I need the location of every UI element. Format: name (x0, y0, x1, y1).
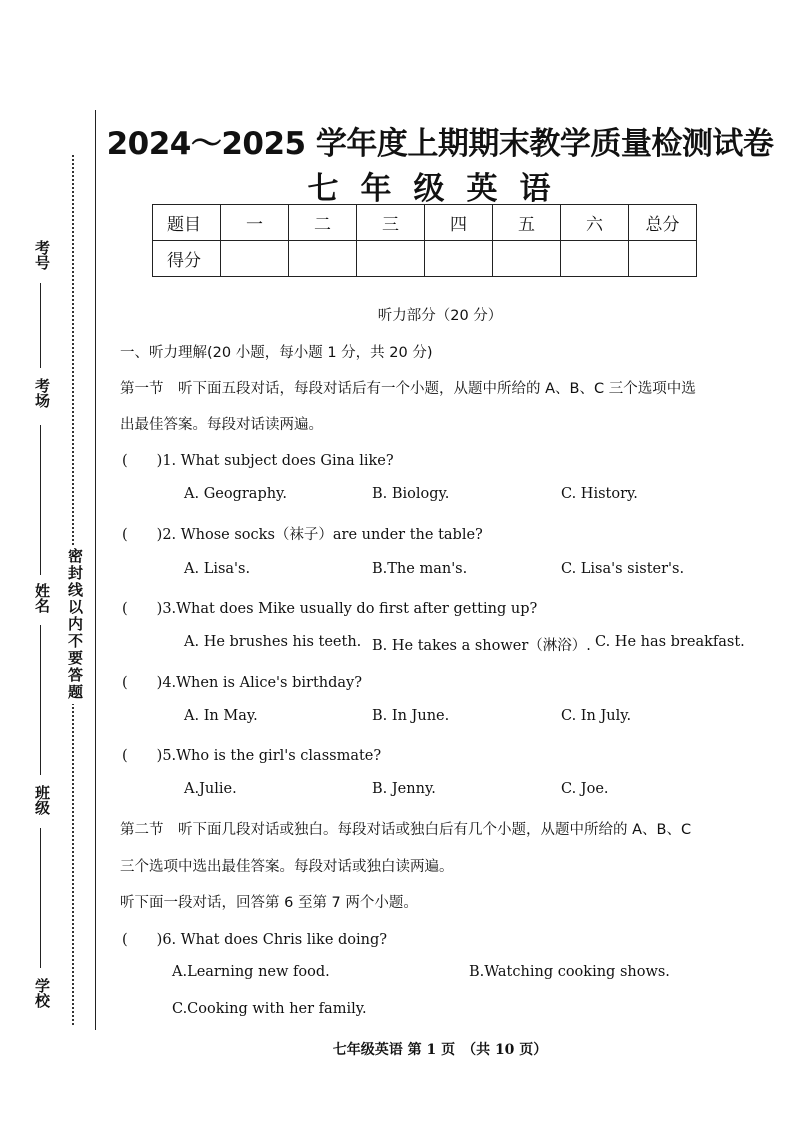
section2-intro: 听下面一段对话，回答第 6 至第 7 两个小题。 (120, 895, 418, 911)
score-row-label: 得分 (153, 241, 221, 277)
margin-rule (95, 110, 96, 1030)
question-1-stem: ( )1. What subject does Gina like? (122, 453, 394, 469)
question-6-option-c: C.Cooking with her family. (172, 1001, 367, 1017)
question-5-stem: ( )5.Who is the girl's classmate? (122, 748, 382, 764)
question-6-option-b: B.Watching cooking shows. (469, 964, 670, 980)
exam-room-label: 考场 (33, 378, 51, 408)
class-line (40, 828, 41, 968)
question-5-option-a: A.Julie. (184, 781, 237, 797)
question-6-option-a: A.Learning new food. (172, 964, 330, 980)
score-table (152, 204, 697, 277)
seal-notice: 密封线以内不要答题 (64, 545, 82, 704)
question-3-option-c: C. He has breakfast. (595, 634, 745, 650)
class-label: 班级 (33, 785, 51, 815)
score-cell[interactable] (357, 241, 425, 277)
question-2-stem: ( )2. Whose socks（袜子）are under the table? (122, 527, 483, 543)
section2-instruction-line2: 三个选项中选出最佳答案。每段对话或独白读两遍。 (120, 859, 454, 875)
page-footer: 七年级英语 第 1 页 （共 10 页） (332, 1042, 548, 1058)
question-5-option-c: C. Joe. (561, 781, 609, 797)
exam-no-line (40, 283, 41, 368)
section1-instruction-line1: 第一节 听下面五段对话，每段对话后有一个小题，从题中所给的 A、B、C 三个选项中选 (120, 381, 696, 397)
score-header-cell: 六 (561, 205, 629, 241)
name-label: 姓名 (33, 583, 51, 613)
score-header-cell: 一 (221, 205, 289, 241)
score-header-cell: 二 (289, 205, 357, 241)
listening-part-title: 听力部分（20 分） (377, 308, 503, 324)
score-cell[interactable] (221, 241, 289, 277)
question-4-option-a: A. In May. (184, 708, 258, 724)
question-4-stem: ( )4.When is Alice's birthday? (122, 675, 363, 691)
question-2-option-a: A. Lisa's. (184, 561, 251, 577)
score-header-cell: 五 (493, 205, 561, 241)
score-cell[interactable] (629, 241, 697, 277)
question-4-option-c: C. In July. (561, 708, 632, 724)
section1-instruction-line2: 出最佳答案。每段对话读两遍。 (120, 417, 323, 433)
score-header-cell: 题目 (153, 205, 221, 241)
school-label: 学校 (33, 978, 51, 1008)
score-table-header-row (153, 205, 697, 241)
question-6-stem: ( )6. What does Chris like doing? (122, 932, 388, 948)
question-2-option-c: C. Lisa's sister's. (561, 561, 685, 577)
question-1-option-c: C. History. (561, 486, 638, 502)
question-3-option-b: B. He takes a shower（淋浴）. (372, 638, 591, 654)
exam-subtitle: 七年级英语 (307, 171, 573, 207)
score-header-cell: 总分 (629, 205, 697, 241)
question-3-stem: ( )3.What does Mike usually do first after getting up? (122, 601, 538, 617)
question-1-option-a: A. Geography. (184, 486, 287, 502)
question-4-option-b: B. In June. (372, 708, 450, 724)
exam-title: 2024～2025 学年度上期期末教学质量检测试卷 (106, 126, 774, 162)
name-line (40, 625, 41, 775)
question-5-option-b: B. Jenny. (372, 781, 436, 797)
score-cell[interactable] (289, 241, 357, 277)
score-header-cell: 四 (425, 205, 493, 241)
score-cell[interactable] (561, 241, 629, 277)
score-cell[interactable] (493, 241, 561, 277)
binding-margin (0, 0, 100, 1123)
exam-room-line (40, 425, 41, 575)
question-3-option-a: A. He brushes his teeth. (184, 634, 362, 650)
score-table-score-row (153, 241, 697, 277)
question-2-option-b: B.The man's. (372, 561, 468, 577)
section-one-title: 一、听力理解(20 小题，每小题 1 分，共 20 分) (120, 345, 433, 361)
score-header-cell: 三 (357, 205, 425, 241)
score-cell[interactable] (425, 241, 493, 277)
exam-no-label: 考号 (33, 240, 51, 270)
section2-instruction-line1: 第二节 听下面几段对话或独白。每段对话或独白后有几个小题，从题中所给的 A、B、C (120, 822, 692, 838)
question-1-option-b: B. Biology. (372, 486, 450, 502)
